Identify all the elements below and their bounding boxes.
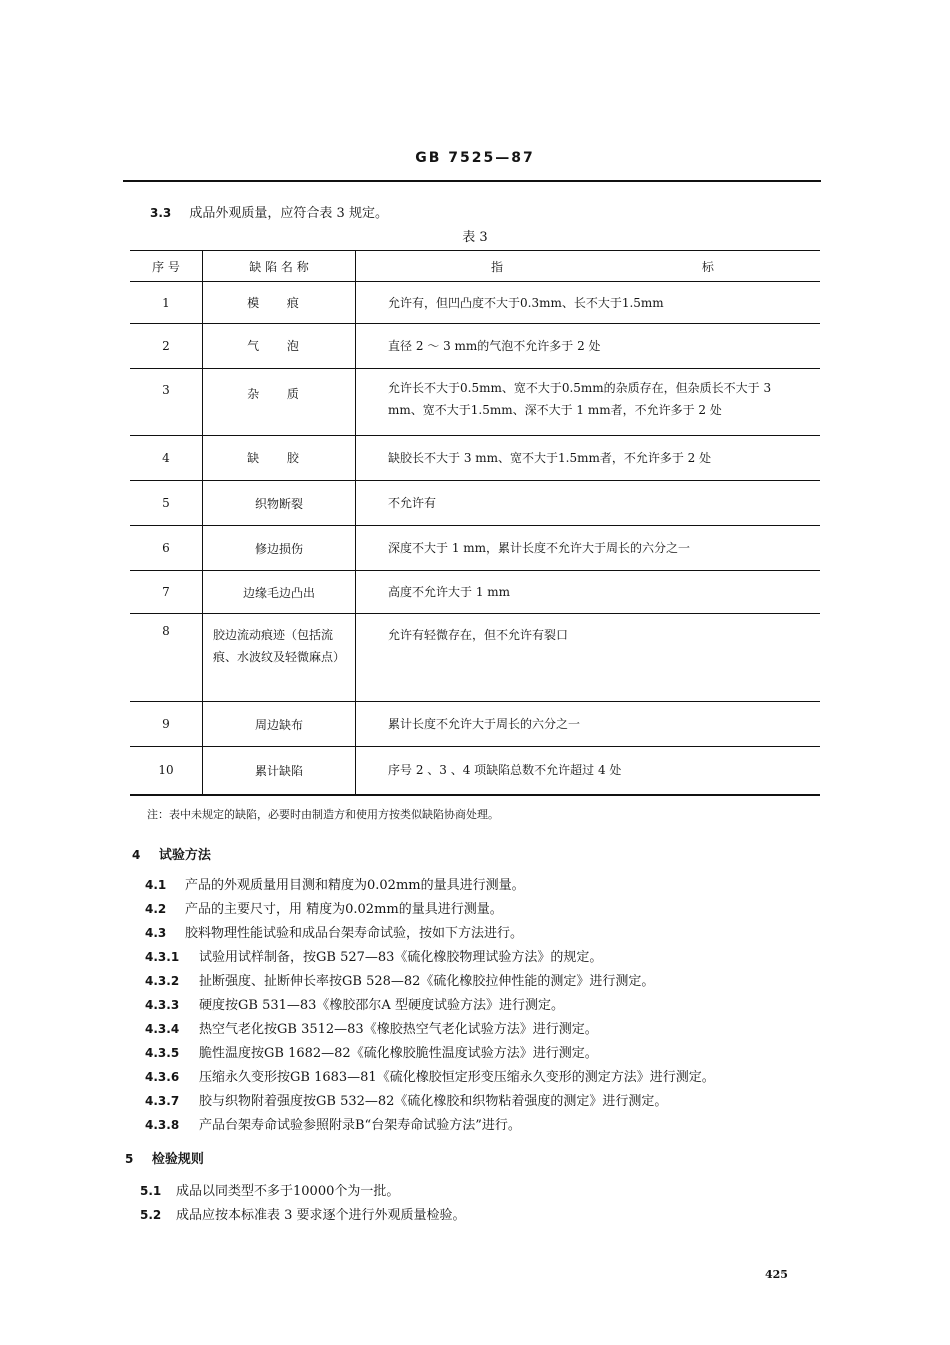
row-number: 7 xyxy=(130,571,203,614)
clause-number: 4.3.4 xyxy=(145,1022,180,1036)
defect-name: 织物断裂 xyxy=(203,481,356,526)
clause-number: 4.3.1 xyxy=(145,950,180,964)
row-number: 8 xyxy=(130,614,203,702)
clause-number: 4.3.5 xyxy=(145,1046,180,1060)
clause-text: 硬度按GB 531—83《橡胶邵尔A 型硬度试验方法》进行测定。 xyxy=(199,998,564,1013)
spec-text: 允许长不大于0.5mm、宽不大于0.5mm的杂质存在，但杂质长不大于 3 mm、宽不大于1.5mm、深不大于 1 mm者，不允许多于 2 处 xyxy=(356,369,821,436)
clause xyxy=(145,1018,715,1042)
table-row xyxy=(130,282,820,324)
clause xyxy=(145,994,715,1018)
section-4-items xyxy=(145,874,715,1138)
clause-number: 4.1 xyxy=(145,878,167,892)
header-spec-left: 指 xyxy=(491,259,504,274)
clause-number: 5.1 xyxy=(140,1184,162,1198)
section-number: 4 xyxy=(132,848,141,862)
row-number: 9 xyxy=(130,702,203,747)
header-defect-name: 缺 陷 名 称 xyxy=(203,251,356,282)
table-caption: 表 3 xyxy=(462,230,488,245)
clause-text: 成品以同类型不多于10000个为一批。 xyxy=(176,1184,400,1199)
spec-text: 高度不允许大于 1 mm xyxy=(356,571,821,614)
spec-text: 不允许有 xyxy=(356,481,821,526)
clause-number: 4.3.6 xyxy=(145,1070,180,1084)
spec-text: 直径 2 ～ 3 mm的气泡不允许多于 2 处 xyxy=(356,324,821,369)
clause-number: 5.2 xyxy=(140,1208,162,1222)
section-5-items xyxy=(140,1180,466,1228)
spec-text: 允许有轻微存在，但不允许有裂口 xyxy=(356,614,821,702)
standard-code: GB 7525—87 xyxy=(415,150,535,166)
clause-text: 产品台架寿命试验参照附录B“台架寿命试验方法”进行。 xyxy=(199,1118,521,1133)
table-row xyxy=(130,614,820,702)
clause-number: 4.3.2 xyxy=(145,974,180,988)
table-row xyxy=(130,702,820,747)
row-number: 3 xyxy=(130,369,203,436)
defect-name-text: 模 痕 xyxy=(247,295,311,310)
defect-name: 胶边流动痕迹（包括流痕、水波纹及轻微麻点） xyxy=(203,614,356,702)
clause xyxy=(145,1114,715,1138)
spec-text: 允许有，但凹凸度不大于0.3mm、长不大于1.5mm xyxy=(356,282,821,324)
row-number: 4 xyxy=(130,436,203,481)
clause-text: 产品的主要尺寸，用 精度为0.02mm的量具进行测量。 xyxy=(185,902,503,917)
section-number: 5 xyxy=(125,1152,134,1166)
table-row xyxy=(130,747,820,795)
row-number: 1 xyxy=(130,282,203,324)
clause-3-3 xyxy=(150,202,388,221)
clause-text: 压缩永久变形按GB 1683—81《硫化橡胶恒定形变压缩永久变形的测定方法》进行测定。 xyxy=(199,1070,715,1085)
defect-name: 周边缺布 xyxy=(203,702,356,747)
clause-number: 4.2 xyxy=(145,902,167,916)
clause xyxy=(145,1066,715,1090)
table-note: 注：表中未规定的缺陷，必要时由制造方和使用方按类似缺陷协商处理。 xyxy=(147,808,499,821)
defect-name: 边缘毛边凸出 xyxy=(203,571,356,614)
clause-text: 脆性温度按GB 1682—82《硫化橡胶脆性温度试验方法》进行测定。 xyxy=(199,1046,598,1061)
header-spec-right: 标 xyxy=(701,259,714,274)
defect-name-text: 气 泡 xyxy=(247,339,311,353)
clause-text: 产品的外观质量用目测和精度为0.02mm的量具进行测量。 xyxy=(185,878,525,893)
header-specification xyxy=(356,251,821,282)
spec-text: 序号 2 、3 、4 项缺陷总数不允许超过 4 处 xyxy=(356,747,821,795)
clause-text: 成品应按本标准表 3 要求逐个进行外观质量检验。 xyxy=(176,1208,466,1223)
section-4-heading xyxy=(132,844,211,863)
clause-number: 3.3 xyxy=(150,206,172,220)
table-row xyxy=(130,571,820,614)
table-row xyxy=(130,436,820,481)
clause-text: 热空气老化按GB 3512—83《橡胶热空气老化试验方法》进行测定。 xyxy=(199,1022,598,1037)
clause xyxy=(145,874,715,898)
defect-name xyxy=(203,324,356,369)
clause xyxy=(145,1090,715,1114)
table-3 xyxy=(130,250,820,796)
table-row xyxy=(130,324,820,369)
clause xyxy=(140,1180,466,1204)
clause xyxy=(145,970,715,994)
spec-text: 累计长度不允许大于周长的六分之一 xyxy=(356,702,821,747)
defect-name-text: 杂 质 xyxy=(247,387,311,401)
defect-name-text: 缺 胶 xyxy=(247,451,311,465)
defect-name xyxy=(203,282,356,324)
clause xyxy=(145,946,715,970)
clause xyxy=(145,922,715,946)
clause-text: 试验用试样制备，按GB 527—83《硫化橡胶物理试验方法》的规定。 xyxy=(199,950,603,965)
clause-text: 胶与织物附着强度按GB 532—82《硫化橡胶和织物粘着强度的测定》进行测定。 xyxy=(199,1094,668,1109)
clause-text: 扯断强度、扯断伸长率按GB 528—82《硫化橡胶拉伸性能的测定》进行测定。 xyxy=(199,974,655,989)
clause xyxy=(140,1204,466,1228)
clause xyxy=(145,1042,715,1066)
defect-name: 修边损伤 xyxy=(203,526,356,571)
clause-text: 胶料物理性能试验和成品台架寿命试验，按如下方法进行。 xyxy=(185,926,524,941)
table-row xyxy=(130,481,820,526)
defect-name: 累计缺陷 xyxy=(203,747,356,795)
section-title: 试验方法 xyxy=(158,848,211,863)
clause-number: 4.3.7 xyxy=(145,1094,180,1108)
clause-number: 4.3 xyxy=(145,926,167,940)
table-row xyxy=(130,526,820,571)
defect-name xyxy=(203,369,356,436)
clause xyxy=(145,898,715,922)
clause-text: 成品外观质量，应符合表 3 规定。 xyxy=(189,206,388,221)
section-5-heading xyxy=(125,1148,204,1167)
row-number: 10 xyxy=(130,747,203,795)
defect-name xyxy=(203,436,356,481)
clause-number: 4.3.8 xyxy=(145,1118,180,1132)
header-rule xyxy=(123,180,821,182)
page-number: 425 xyxy=(765,1268,788,1281)
spec-text: 缺胶长不大于 3 mm、宽不大于1.5mm者，不允许多于 2 处 xyxy=(356,436,821,481)
row-number: 5 xyxy=(130,481,203,526)
spec-text: 深度不大于 1 mm，累计长度不允许大于周长的六分之一 xyxy=(356,526,821,571)
section-title: 检验规则 xyxy=(151,1152,204,1167)
table-header-row xyxy=(130,251,820,282)
row-number: 6 xyxy=(130,526,203,571)
table-row xyxy=(130,369,820,436)
header-serial: 序 号 xyxy=(130,251,203,282)
clause-number: 4.3.3 xyxy=(145,998,180,1012)
row-number: 2 xyxy=(130,324,203,369)
